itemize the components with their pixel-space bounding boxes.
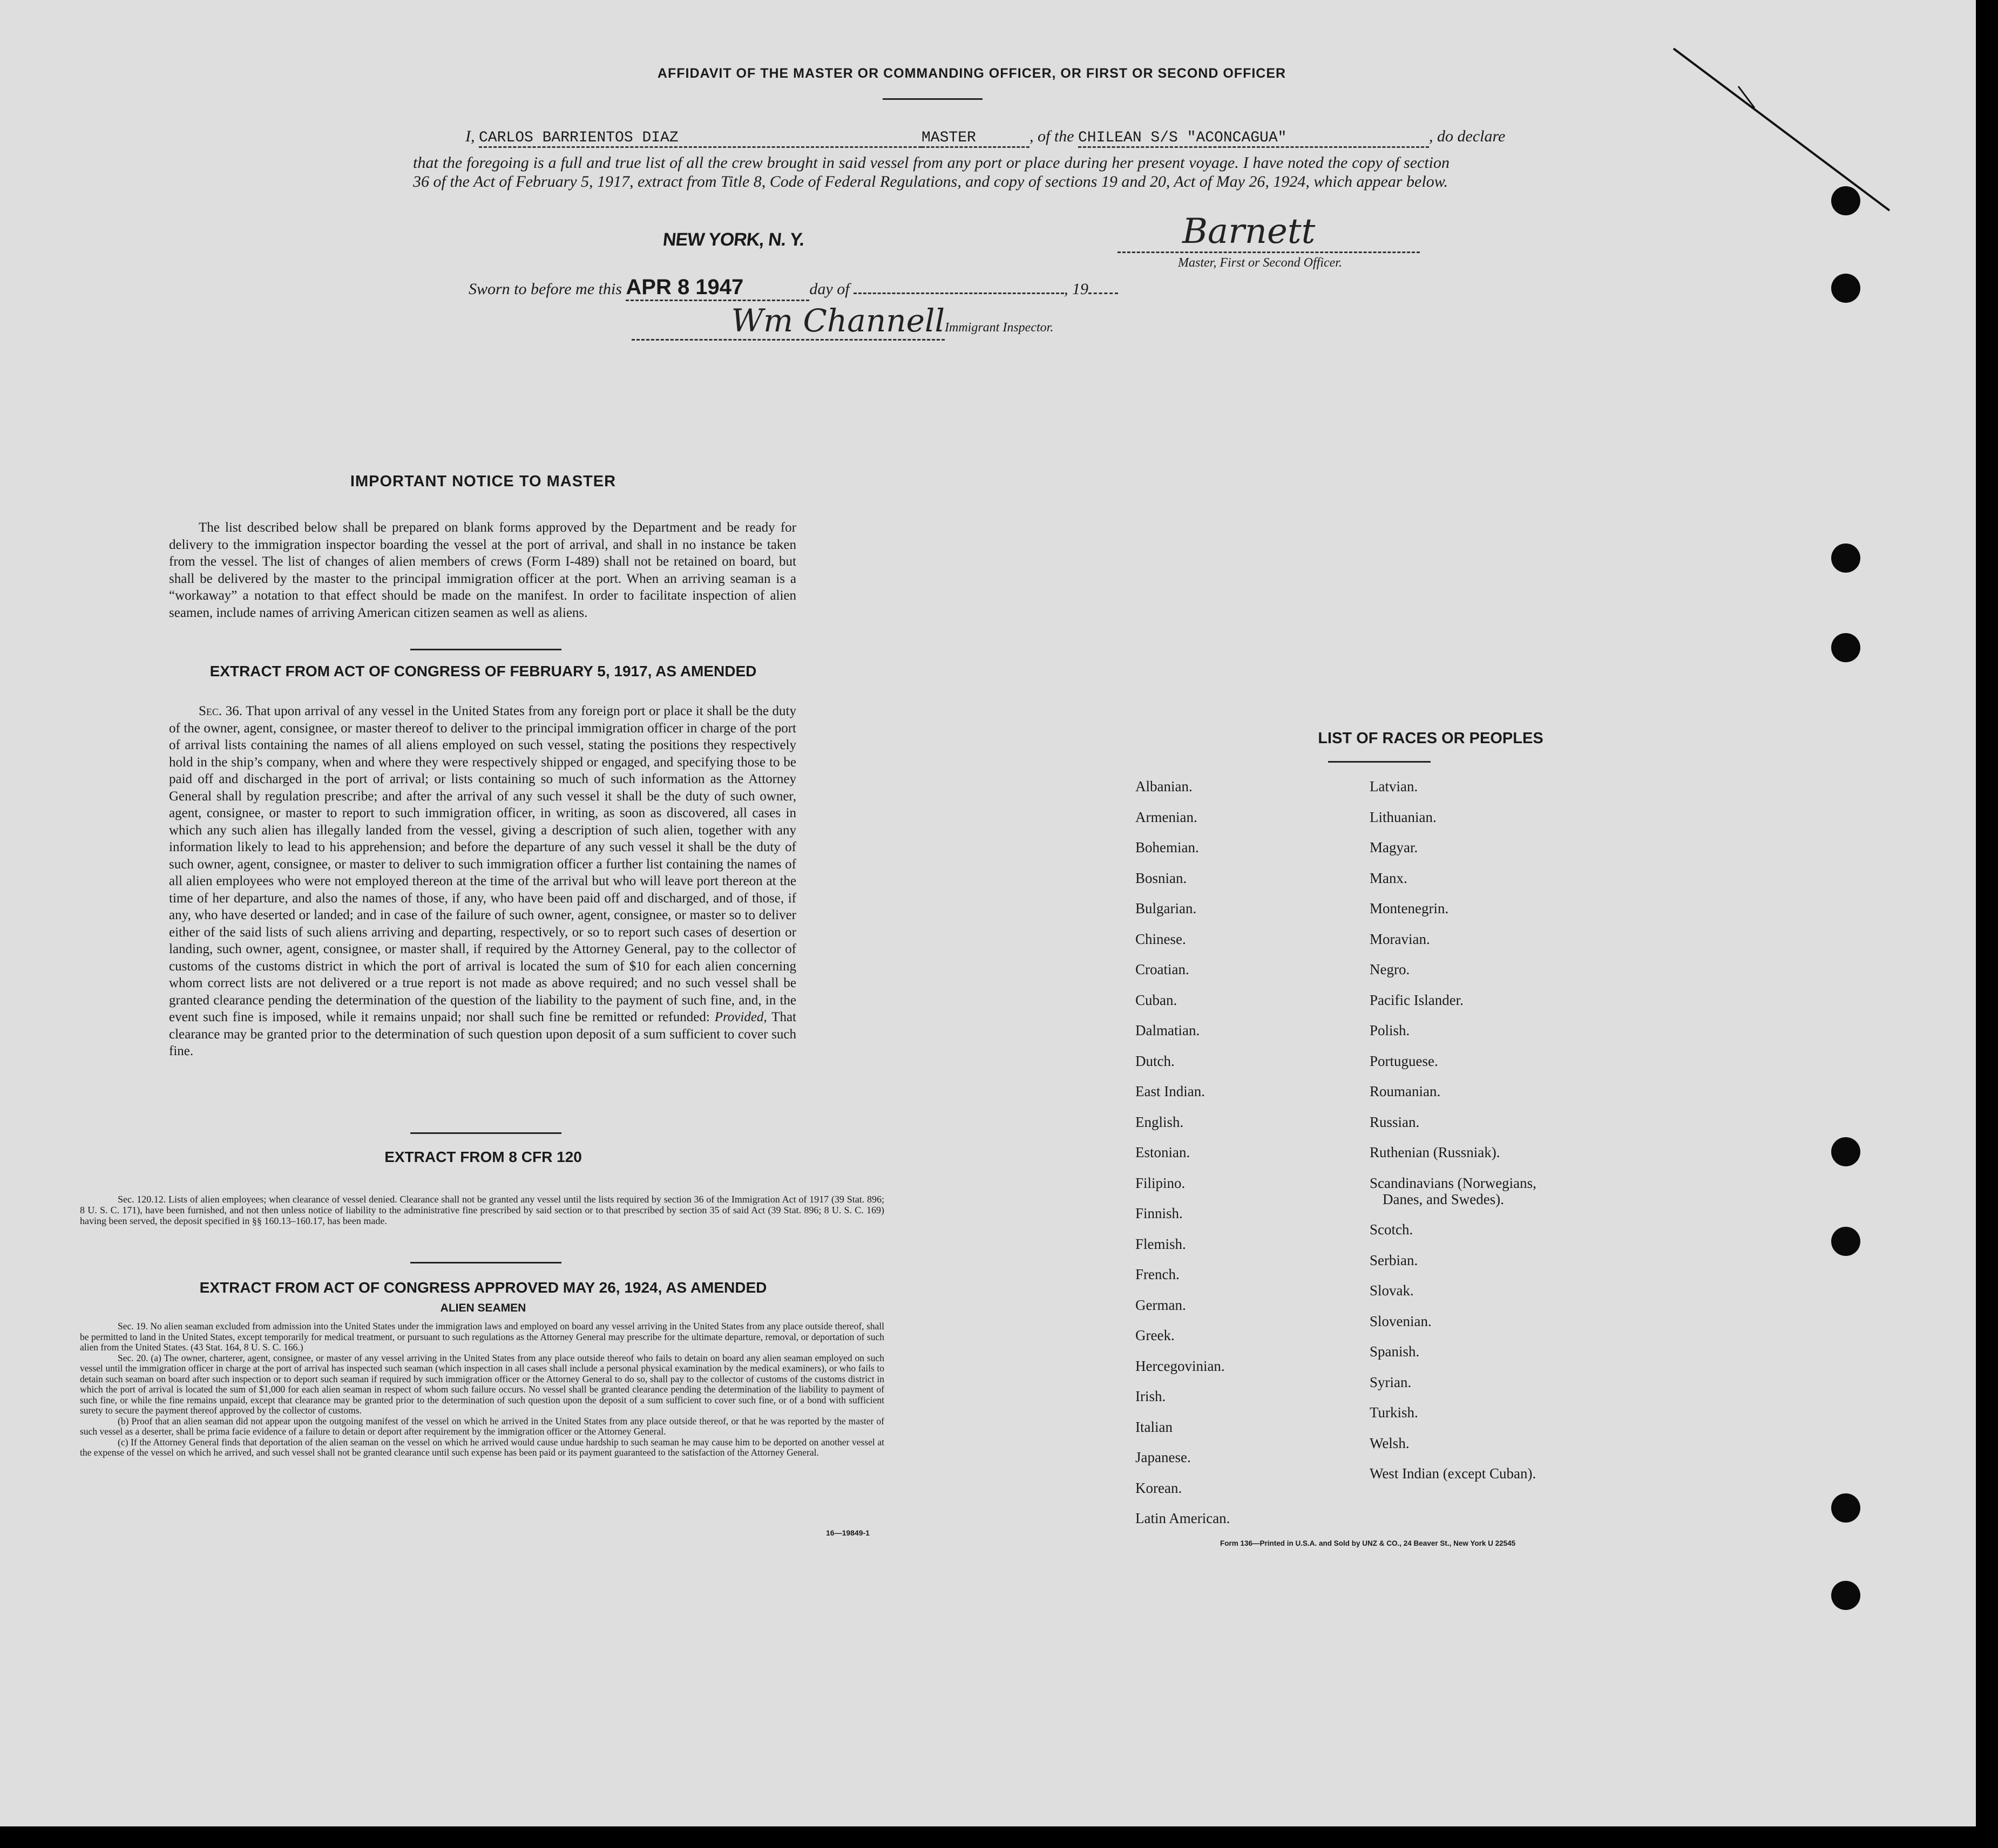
race-item: Magyar. [1370,839,1418,855]
notice-body: The list described below shall be prepared on blank forms approved by the Department and be ready for delivery to the immigration inspector boarding the vessel at the port of arrival, and shall in no instance be taken from the vessel. The list of changes of alien members of crews (Form I-489) shall not be retained on board, but shall be delivered by the master to the principal immigration officer at the port. When an arriving seaman is a “workaway” a notation to that effect should be made on the manifest. In order to facilitate inspection of alien seamen, include names of arriving American citizen seamen as well as aliens. [169,520,796,620]
master-rank: MASTER [922,130,1030,148]
alien-seamen-subtitle: ALIEN SEAMEN [440,1302,526,1314]
race-item: Russian. [1370,1113,1420,1130]
race-item: Lithuanian. [1370,808,1437,825]
punch-hole-icon [1831,1227,1860,1256]
inspector-caption: Immigrant Inspector. [945,321,1054,335]
day-of-text: day of [809,280,850,298]
master-name: CARLOS BARRIENTOS DIAZ [479,130,922,148]
section-36-label: Sec. 36. [199,704,243,718]
race-item: Chinese. [1135,930,1186,947]
race-item: Italian [1135,1418,1173,1435]
race-item: Albanian. [1135,778,1193,794]
race-item: Irish. [1135,1388,1166,1404]
section-36-text [169,703,796,1060]
race-item: Pacific Islander. [1370,991,1464,1008]
race-item: Scotch. [1370,1221,1413,1238]
affidavit-body: that the foregoing is a full and true list of all the crew brought in said vessel from any port or place during her present voyage. I have noted the copy of section 36 of the Act of February 5, 1917, extract from Title 8, Code of Federal Regulations, and copy of sections 19 and 20, Act of May 26, 1924, which appear below. [413,154,1450,191]
race-item: Portuguese. [1370,1052,1438,1069]
extract-1924-title: EXTRACT FROM ACT OF CONGRESS APPROVED MAY 26, 1924, AS AMENDED [199,1279,767,1296]
race-item: Dalmatian. [1135,1022,1200,1038]
affidavit-line-1 [465,127,1505,148]
race-item: Bohemian. [1135,839,1199,855]
vessel-name: CHILEAN S/S "ACONCAGUA" [1078,130,1429,148]
race-item: Turkish. [1370,1404,1418,1421]
sworn-line [469,275,1118,301]
races-title: LIST OF RACES OR PEOPLES [1318,730,1543,747]
section-20b-text: (b) Proof that an alien seaman did not appear upon the outgoing manifest of the vessel on which he arrived in the United States from any place outside thereof, or that he was reported by the master of such vessel as a deserter, shall be prima facie evidence of a failure to detain or deport after requirement by the immigration officer or the Attorney General. [80,1415,884,1437]
notice-title: IMPORTANT NOTICE TO MASTER [350,473,617,490]
race-item: Polish. [1370,1022,1410,1038]
divider [410,1132,561,1134]
punch-hole-icon [1831,1581,1860,1610]
race-item: Estonian. [1135,1144,1190,1160]
divider [410,649,561,650]
race-item: Bulgarian. [1135,900,1197,916]
race-item: Croatian. [1135,961,1189,977]
punch-hole-icon [1831,543,1860,573]
race-item: Cuban. [1135,991,1177,1008]
inspector-line [632,302,1053,341]
race-item: Welsh. [1370,1435,1410,1451]
race-item: Roumanian. [1370,1083,1441,1099]
race-item: Hercegovinian. [1135,1357,1225,1374]
race-item: Dutch. [1135,1052,1175,1069]
race-item: English. [1135,1113,1184,1130]
punch-hole-icon [1831,274,1860,303]
month-field [854,293,1064,294]
race-item: Negro. [1370,961,1410,977]
of-the-text: , of the [1030,127,1074,145]
race-item: Manx. [1370,869,1407,886]
section-20c-text: (c) If the Attorney General finds that deportation of the alien seaman on the vessel on which he arrived would cause undue hardship to such seaman he may cause him to be deported on another vessel at the expense of the vessel on which he arrived, and such vessel shall not be granted clearance until such expense has been paid or its payment guaranteed to the satisfaction of the Attorney General. [80,1436,884,1458]
race-item: Latvian. [1370,778,1418,794]
punch-hole-icon [1831,1493,1860,1523]
race-item: Montenegrin. [1370,900,1449,916]
divider [1328,761,1431,763]
race-item: West Indian (except Cuban). [1370,1465,1536,1482]
extract-1917-title: EXTRACT FROM ACT OF CONGRESS OF FEBRUARY 5, 1917, AS AMENDED [209,663,757,680]
race-item: Korean. [1135,1479,1182,1496]
race-item: Moravian. [1370,930,1430,947]
year-field [1088,293,1118,294]
section-20a-text: Sec. 20. (a) The owner, charterer, agent, consignee, or master of any vessel arriving in the United States from any place outside thereof who fails to detain on board any alien seaman employed on such vessel until the immigration officer in charge at the port of arrival has inspected such seaman (which inspection in all cases shall include a personal physical examination by the medical examiners), or who fails to detain such seaman on board after such inspection or to deport such seaman if required by such immigration officer or the Attorney General to do so, shall pay to the collector of customs of the customs district in which the port of arrival is located the sum of $1,000 for each alien seaman in respect of whom such failure occurs. No vessel shall be granted clearance pending the determination of the liability to payment of such fine, or while the fine remains unpaid, except that clearance may be granted prior to the determination of such question upon the deposit of a sum sufficient to cover such fine, or of a bond with sufficient surety to secure the payment thereof approved by the collector of customs. [80,1352,884,1416]
provided-word: Provided, [714,1010,767,1024]
section-36-proviso: That clearance may be granted prior to the determination of such question upon deposit of a sum sufficient to cover such fine. [169,1010,796,1058]
race-item: Filipino. [1135,1174,1186,1191]
sworn-prefix: Sworn to before me this [469,280,622,298]
race-item: Scandinavians (Norwegians, [1370,1174,1536,1191]
race-item: German. [1135,1296,1186,1313]
race-item: Spanish. [1370,1343,1420,1360]
punch-hole-icon [1831,633,1860,662]
form-code: 16—19849-1 [826,1528,870,1537]
race-item: Ruthenian (Russniak). [1370,1144,1500,1160]
year-prefix: , 19 [1064,280,1089,298]
section-36-body: That upon arrival of any vessel in the United States from any foreign port or place it shall be the duty of the owner, agent, consignee, or master thereof to deliver to the principal immigration officer in charge of the port of arrival lists containing the names of all aliens employed on such vessel, stating the positions they respectively hold in the ship’s company, when and where they were respectively shipped or engaged, and specifying those to be paid off and discharged in the port of arrival; or lists containing so much of such information as the Attorney General shall by regulation prescribe; and after the arrival of any such vessel it shall be the duty of such owner, agent, consignee, or master to report to such immigration officer, in writing, as soon as discovered, all cases in which any such alien has illegally landed from the vessel, giving a description of such alien, together with any information likely to lead to his apprehension; and before the departure of any such vessel it shall be the duty of such owner, agent, consignee, or master to deliver to such immigration officer a further list containing the names of all alien employees who were not employed thereon at the time of the arrival but who will leave port thereon at the time of her departure, and also the names of those, if any, who have been paid off and discharged, and of those, if any, who have deserted or landed; and in case of the failure of such owner, agent, consignee, or master so to deliver either of the said lists of such aliens arriving and departing, respectively, or so to report such cases of desertion or landing, such owner, agent, consignee, or master shall, if required by the Attorney General, pay to the collector of customs of the customs district in which the port of arrival is located the sum of $10 for each alien concerning whom correct lists are not delivered or a true report is not made as above required; and no such vessel shall be granted clearance pending the determination of the question of the liability to the payment of such fine, and, in the event such fine is imposed, while it remains unpaid; nor shall such fine be remitted or refunded: [169,704,796,1024]
master-signature: Barnett [1182,212,1316,252]
race-item: Danes, and Swedes). [1383,1191,1504,1207]
race-item: Syrian. [1370,1374,1412,1390]
divider [883,98,983,100]
race-item: Japanese. [1135,1449,1191,1465]
affidavit-prefix: I, [465,127,475,145]
race-item: Flemish. [1135,1235,1186,1252]
race-item: Finnish. [1135,1205,1183,1221]
master-signature-line [1117,252,1420,253]
punch-hole-icon [1831,1137,1860,1166]
stamp-place: NEW YORK, N. Y. [662,229,805,250]
inspector-signature: Wm Channell [632,302,945,341]
race-item: Greek. [1135,1327,1175,1343]
section-19-text: Sec. 19. No alien seaman excluded from admission into the United States under the immigration laws and employed on board any vessel arriving in the United States from any place outside thereof, shall be permitted to land in the United States, except temporarily for medical treatment, or pursuant to such regulations as the Attorney General may prescribe for the ultimate departure, removal, or deportation of such alien from the United States. (43 Stat. 164, 8 U. S. C. 166.) [80,1321,884,1353]
master-caption: Master, First or Second Officer. [1178,256,1342,270]
do-declare-text: , do declare [1429,127,1506,145]
cfr-body: Sec. 120.12. Lists of alien employees; when clearance of vessel denied. Clearance shall not be granted any vessel until the lists required by section 36 of the Immigration Act of 1917 (39 Stat. 896; 8 U. S. C. 171), have been furnished, and not then unless notice of liability to the administrative fine prescribed by said section or to that prescribed by section 35 of said Act (39 Stat. 896; 8 U. S. C. 169) having been served, the deposit specified in §§ 160.13–160.17, has been made. [80,1194,884,1226]
stamp-date: APR 8 1947 [626,275,809,301]
printer-footer: Form 136—Printed in U.S.A. and Sold by UNZ & CO., 24 Beaver St., New York U 22545 [1220,1539,1516,1547]
race-item: East Indian. [1135,1083,1205,1099]
extract-1924-body [80,1321,884,1458]
race-item: Serbian. [1370,1252,1418,1268]
race-item: Bosnian. [1135,869,1187,886]
cfr-title: EXTRACT FROM 8 CFR 120 [384,1149,582,1165]
race-item: Latin American. [1135,1510,1230,1526]
race-item: Slovak. [1370,1282,1414,1299]
divider [410,1262,561,1263]
affidavit-heading: AFFIDAVIT OF THE MASTER OR COMMANDING OFFICER, OR FIRST OR SECOND OFFICER [657,66,1286,81]
race-item: Slovenian. [1370,1313,1432,1329]
scratch-mark [1663,38,1900,221]
race-item: Armenian. [1135,808,1197,825]
race-item: French. [1135,1266,1180,1282]
